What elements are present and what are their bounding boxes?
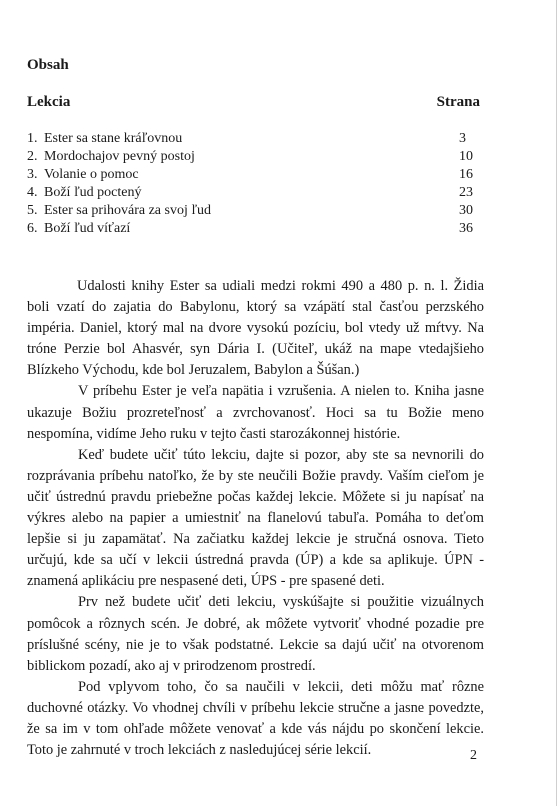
toc-page: 30 xyxy=(459,203,473,218)
toc-row xyxy=(27,184,497,202)
toc-title: Volanie o pomoc xyxy=(44,167,139,182)
paragraph: Prv než budete učiť deti lekciu, vyskúšajte si použitie vizuálnych pomôcok a rôznych scén. Je dobré, ak môžete vytvoriť vhodné pozadie pre príslušné scény, nie je to však podstatné. Lekcie sa dajú učiť na otvorenom biblickom pozadí, ako aj v prirodzenom prostredí. xyxy=(27,594,484,674)
contents-title: Obsah xyxy=(27,57,69,73)
toc-title: Boží ľud víťazí xyxy=(44,221,131,236)
paragraph: Pod vplyvom toho, čo sa naučili v lekcii, deti môžu mať rôzne duchovné otázky. Vo vhodnej chvíli v príbehu lekcie stručne a jasne povedzte, že sa im v tom ohľade môžete venovať a kde vás nájdu po skončení lekcie. Toto je zahrnuté v troch lekciách z nasledujúcej série lekcií. xyxy=(27,678,484,759)
toc-page: 36 xyxy=(459,221,473,236)
toc-title: Ester sa stane kráľovnou xyxy=(44,131,183,146)
toc-row xyxy=(27,148,497,166)
table-of-contents xyxy=(27,130,497,238)
toc-number: 5. xyxy=(27,203,38,218)
paragraph: V príbehu Ester je veľa napätia i vzrušenia. A nielen to. Kniha jasne ukazuje Božiu prozreteľnosť a zvrchovanosť. Hoci sa tu Božie meno nespomína, vidíme Jeho ruku v tejto časti starozákonnej histórie. xyxy=(27,383,484,442)
toc-title: Mordochajov pevný postoj xyxy=(44,149,195,164)
paragraph: Udalosti knihy Ester sa udiali medzi rokmi 490 a 480 p. n. l. Židia boli vzatí do zajatia do Babylonu, ktorý sa vzápätí stal časťou perzského impéria. Daniel, ktorý mal na dvore vysokú pozíciu, bol vtedy už mŕtvy. Na tróne Perzie bol Ahasvér, syn Dária I. (Učiteľ, ukáž na mape vtedajšieho Blízkeho Východu, kde bol Jeruzalem, Babylon a Šúšan.) xyxy=(27,278,484,379)
toc-title: Ester sa prihovára za svoj ľud xyxy=(44,203,212,218)
paragraph: Keď budete učiť túto lekciu, dajte si pozor, aby ste sa nevnorili do rozprávania príbehu natoľko, že by ste neučili Božie pravdy. Vaším cieľom je učiť ústrednú pravdu priebežne počas každej lekcie. Môžete si ju napísať na výkres alebo na papier a umiestniť na flanelovú tabuľa. Pomáha to deťom lepšie si ju zapamätať. Na začiatku každej lekcie je stručná osnova. Tieto určujú, kde sa učí v lekcii ústredná pravda (ÚP) a kde sa aplikuje. ÚPN - znamená aplikáciu pre nespasené deti, ÚPS - pre spasené deti. xyxy=(27,446,484,590)
lesson-column-header: Lekcia xyxy=(27,94,71,110)
toc-number: 3. xyxy=(27,167,38,182)
toc-number: 2. xyxy=(27,149,38,164)
page-column-header: Strana xyxy=(436,94,480,110)
toc-title: Boží ľud poctený xyxy=(44,185,142,200)
toc-page: 3 xyxy=(459,131,466,146)
toc-number: 6. xyxy=(27,221,38,236)
toc-page: 10 xyxy=(459,149,473,164)
toc-page: 16 xyxy=(459,167,473,182)
toc-row xyxy=(27,130,497,148)
toc-number: 4. xyxy=(27,185,38,200)
toc-row xyxy=(27,202,497,220)
toc-page: 23 xyxy=(459,185,473,200)
introduction-text xyxy=(27,276,484,761)
toc-number: 1. xyxy=(27,131,38,146)
toc-row xyxy=(27,220,497,238)
toc-row xyxy=(27,166,497,184)
page-number: 2 xyxy=(470,748,477,763)
